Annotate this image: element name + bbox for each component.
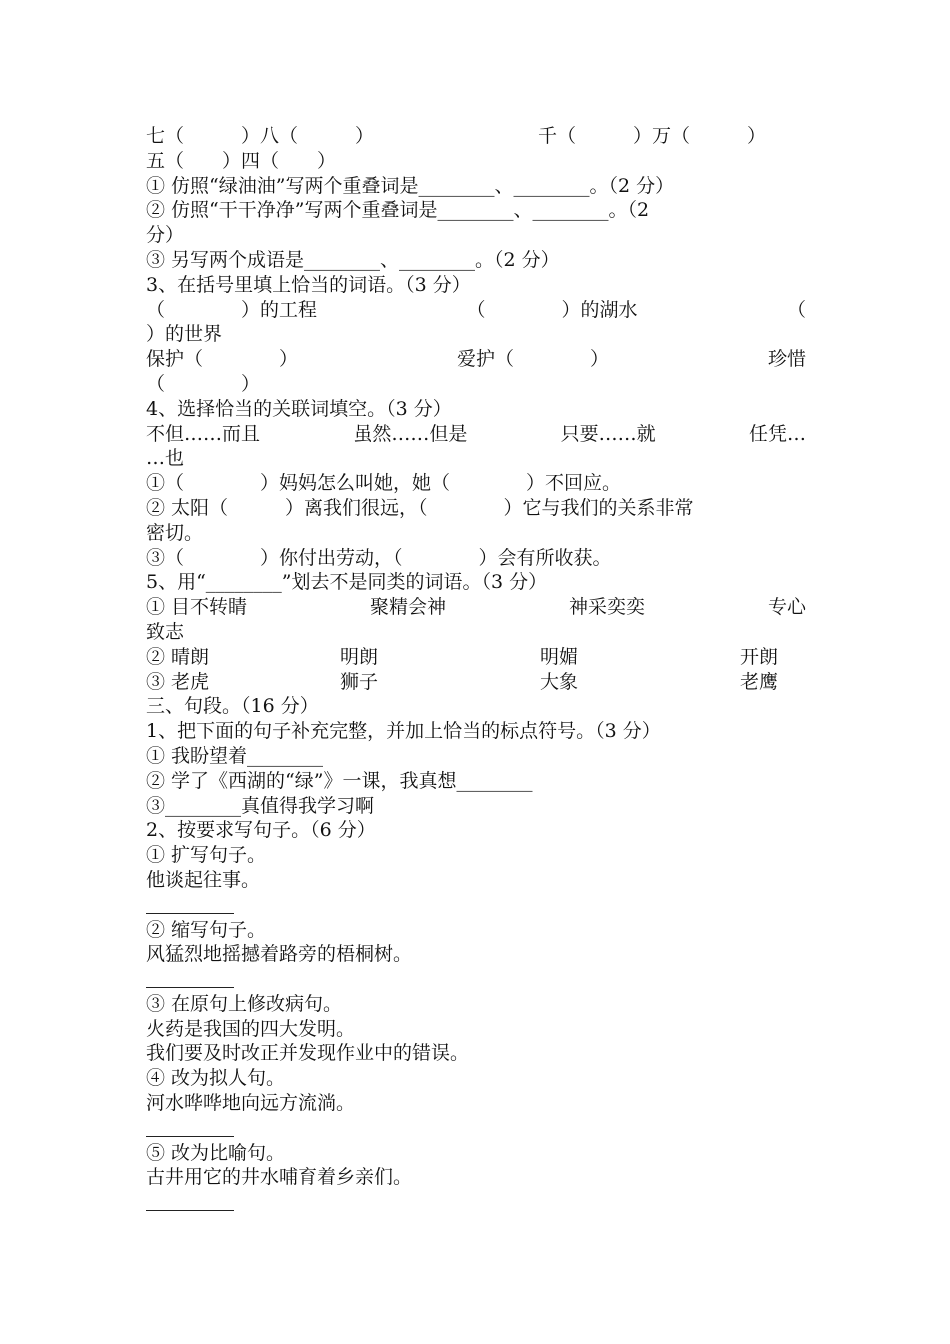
odd-one-out-row-1-cont: 致志 (146, 620, 185, 643)
word-item: 明朗 (340, 645, 379, 668)
fill-treasure: 珍惜 (767, 348, 806, 371)
answer-blank (146, 1190, 806, 1215)
line-fill-words-2 (146, 347, 806, 372)
rewrite-shorten-label: ② 缩写句子。 (146, 918, 267, 941)
conj-option-4-cont: …也 (146, 447, 185, 470)
word-item: 神采奕奕 (569, 596, 646, 619)
word-item: 开朗 (740, 645, 779, 668)
fill-world-open: （ (786, 298, 806, 321)
odd-one-out-row-3 (146, 670, 806, 695)
line-wu-si: 五（ ）四（ ） (146, 149, 337, 172)
fill-protect: 保护（ ） (146, 348, 299, 371)
exam-page (146, 124, 806, 1215)
question-reduplicated-2: ② 仿照“干干净净”写两个重叠词是________、________。（2 (146, 199, 650, 222)
answer-blank (146, 967, 806, 992)
conj-sentence-2: ② 太阳（ ）离我们很远，（ ）它与我们的关系非常 (146, 496, 694, 519)
section-5-heading: 5、用“________”划去不是同类的词语。（3 分） (146, 571, 548, 594)
answer-blank (146, 1116, 806, 1141)
part-3-heading: 三、句段。（16 分） (146, 695, 319, 718)
rewrite-personify-sentence: 河水哗哗地向远方流淌。 (146, 1092, 356, 1115)
conj-option-2: 虽然……但是 (353, 422, 468, 445)
section-4-heading: 4、选择恰当的关联词填空。（3 分） (146, 397, 452, 420)
question-idioms: ③ 另写两个成语是________、________。（2 分） (146, 248, 560, 271)
rewrite-personify-label: ④ 改为拟人句。 (146, 1067, 286, 1090)
sentence-complete-3: ③________真值得我学习啊 (146, 794, 375, 817)
section-3-heading: 3、在括号里填上恰当的词语。（3 分） (146, 273, 471, 296)
rewrite-shorten-sentence: 风猛烈地摇撼着路旁的梧桐树。 (146, 943, 413, 966)
word-item: 明媚 (540, 645, 579, 668)
line-fill-words-1 (146, 298, 806, 323)
rewrite-fix-sentence-1: 火药是我国的四大发明。 (146, 1017, 356, 1040)
fill-project: （ ）的工程 (146, 298, 318, 321)
conj-sentence-3: ③（ ）你付出劳动，（ ）会有所收获。 (146, 546, 612, 569)
odd-one-out-row-2 (146, 645, 806, 670)
odd-one-out-row-1 (146, 595, 806, 620)
conjunction-options (146, 422, 806, 447)
sentence-complete-2: ② 学了《西湖的“绿”》一课，我真想________ (146, 769, 533, 792)
sentence-complete-1: ① 我盼望着________ (146, 744, 324, 767)
word-item: 狮子 (340, 670, 379, 693)
fill-cherish-love: 爱护（ ） (456, 348, 609, 371)
word-item: ② 晴朗 (146, 645, 210, 668)
question-reduplicated-2-cont: 分） (146, 224, 185, 247)
fill-world: ）的世界 (146, 323, 223, 346)
word-item: 大象 (540, 670, 579, 693)
rewrite-fix-sentence-2: 我们要及时改正并发现作业中的错误。 (146, 1042, 470, 1065)
fill-qi-ba: 七（ ）八（ ） (146, 125, 375, 147)
conj-option-1: 不但……而且 (146, 422, 261, 445)
answer-blank (146, 893, 806, 918)
rewrite-metaphor-label: ⑤ 改为比喻句。 (146, 1141, 286, 1164)
rewrite-fix-label: ③ 在原句上修改病句。 (146, 992, 343, 1015)
sentence-complete-heading: 1、把下面的句子补充完整，并加上恰当的标点符号。（3 分） (146, 720, 661, 743)
word-item: 专心 (767, 596, 806, 619)
word-item: 聚精会神 (370, 596, 447, 619)
fill-lake: （ ）的湖水 (466, 298, 638, 321)
rewrite-metaphor-sentence: 古井用它的井水哺育着乡亲们。 (146, 1166, 413, 1189)
fill-treasure-cont: （ ） (146, 372, 261, 395)
word-item: ① 目不转睛 (146, 596, 248, 619)
conj-option-4: 任凭… (748, 422, 806, 445)
word-item: ③ 老虎 (146, 670, 210, 693)
word-item: 老鹰 (740, 670, 779, 693)
conj-sentence-2-cont: 密切。 (146, 521, 204, 544)
question-reduplicated-1: ① 仿照“绿油油”写两个重叠词是________、________。（2 分） (146, 174, 675, 197)
conj-sentence-1: ①（ ）妈妈怎么叫她，她（ ）不回应。 (146, 472, 622, 495)
rewrite-expand-label: ① 扩写句子。 (146, 844, 267, 867)
rewrite-expand-sentence: 他谈起往事。 (146, 868, 261, 891)
rewrite-heading: 2、按要求写句子。（6 分） (146, 819, 376, 842)
fill-qian-wan: 千（ ）万（ ） (538, 125, 767, 147)
conj-option-3: 只要……就 (560, 422, 656, 445)
line-number-words (146, 124, 806, 149)
